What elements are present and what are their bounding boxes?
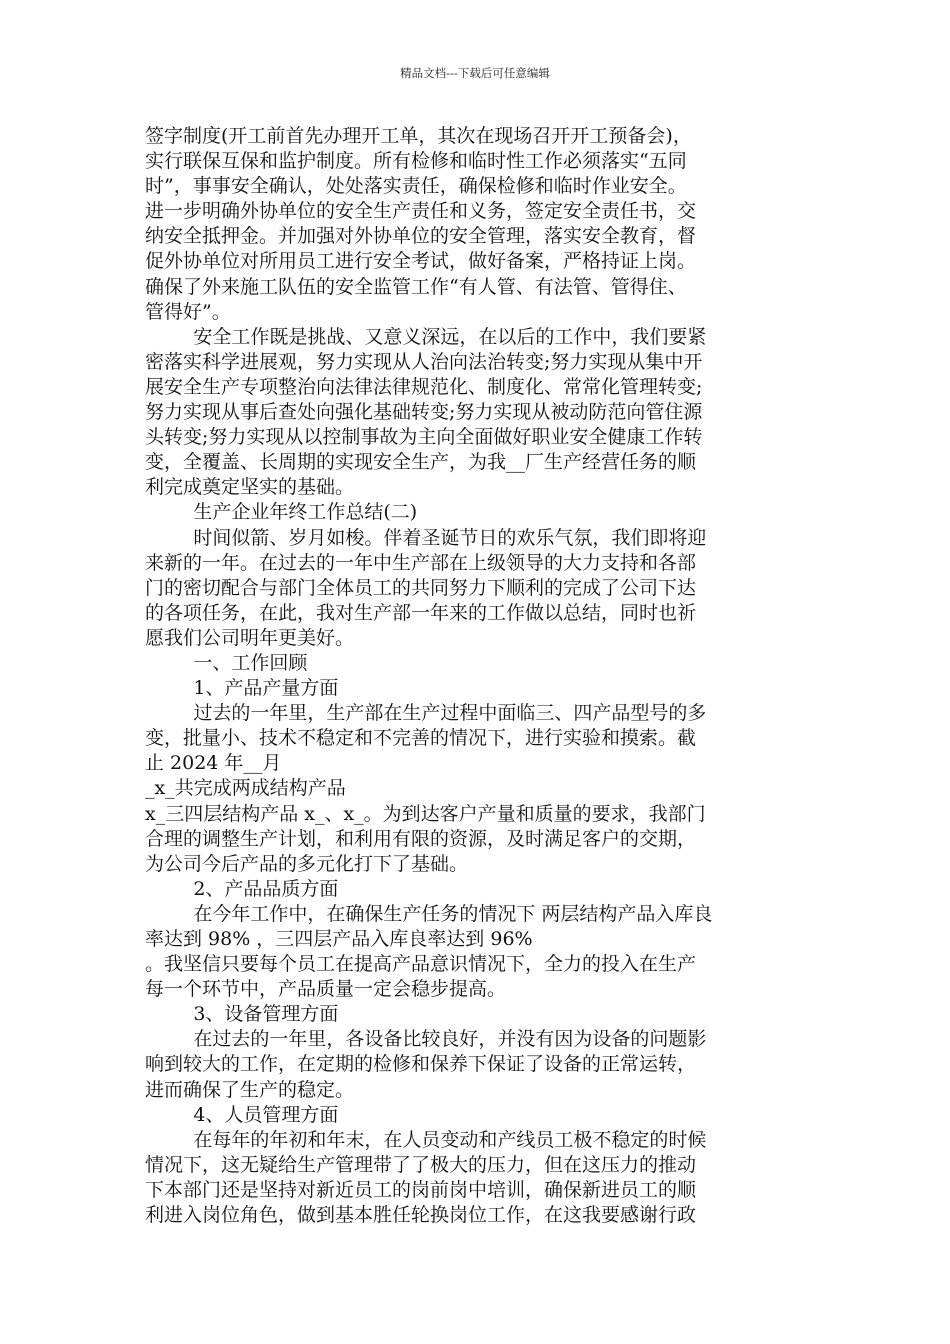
text-line: 实行联保互保和监护制度。所有检修和临时性工作必须落实“五同 xyxy=(145,150,687,173)
text-line: 3、设备管理方面 xyxy=(145,1003,339,1026)
text-line: 为公司今后产品的多元化打下了基础。 xyxy=(145,852,469,875)
text-line: 纳安全抵押金。并加强对外协单位的安全管理，落实安全教育，督 xyxy=(145,225,697,248)
text-line: 时间似箭、岁月如梭。伴着圣诞节日的欢乐气氛，我们即将迎 xyxy=(145,526,707,549)
text-line: 合理的调整生产计划，和利用有限的资源，及时满足客户的交期， xyxy=(145,827,697,850)
text-line: 生产企业年终工作总结(二) xyxy=(145,501,418,524)
text-line: 进一步明确外协单位的安全生产责任和义务，签定安全责任书，交 xyxy=(145,200,697,223)
text-line: 率达到 98% ，三四层产品入库良率达到 96% xyxy=(145,928,533,950)
text-line: 门的密切配合与部门全体员工的共同努力下顺利的完成了公司下达 xyxy=(145,576,697,599)
text-line: 在今年工作中，在确保生产任务的情况下 两层结构产品入库良 xyxy=(145,902,713,925)
text-line: 响到较大的工作，在定期的检修和保养下保证了设备的正常运转， xyxy=(145,1053,697,1076)
text-line: 下本部门还是坚持对新近员工的岗前岗中培训，确保新进员工的顺 xyxy=(145,1178,697,1201)
text-line: 利进入岗位角色，做到基本胜任轮换岗位工作，在这我要感谢行政 xyxy=(145,1204,697,1227)
text-line: 在每年的年初和年末，在人员变动和产线员工极不稳定的时候 xyxy=(145,1128,707,1151)
text-line: 努力实现从事后查处向强化基础转变;努力实现从被动防范向管住源 xyxy=(145,401,703,424)
text-line: 愿我们公司明年更美好。 xyxy=(145,626,355,649)
text-line: 进而确保了生产的稳定。 xyxy=(145,1078,355,1101)
text-line: 2、产品品质方面 xyxy=(145,877,339,900)
document-body xyxy=(145,124,805,1228)
text-line: 一、工作回顾 xyxy=(145,651,308,674)
text-line: 签字制度(开工前首先办理开工单，其次在现场召开开工预备会)， xyxy=(145,125,692,147)
text-line: x_三四层结构产品 x_、x_。为到达客户产量和质量的要求，我部门 xyxy=(145,802,706,825)
text-line: 情况下，这无疑给生产管理带了了极大的压力，但在这压力的推动 xyxy=(145,1153,697,1176)
text-line: 1、产品产量方面 xyxy=(145,677,339,700)
text-line: 密落实科学进展观，努力实现从人治向法治转变;努力实现从集中开 xyxy=(145,350,703,373)
text-line: 时”，事事安全确认，处处落实责任，确保检修和临时作业安全。 xyxy=(145,175,687,198)
text-line: 来新的一年。在过去的一年中生产部在上级领导的大力支持和各部 xyxy=(145,551,697,574)
page-header: 精品文档---下载后可任意编辑 xyxy=(400,66,550,80)
text-line: 利完成奠定坚实的基础。 xyxy=(145,476,355,499)
text-line: 。我坚信只要每个员工在提高产品意识情况下，全力的投入在生产 xyxy=(145,953,697,976)
text-line: 过去的一年里，生产部在生产过程中面临三、四产品型号的多 xyxy=(145,702,707,725)
text-line: 展安全生产专项整治向法律法律规范化、制度化、常常化管理转变; xyxy=(145,375,703,398)
text-line: 变，批量小、技术不稳定和不完善的情况下，进行实验和摸索。截 xyxy=(145,727,697,750)
text-line: 头转变;努力实现从以控制事故为主向全面做好职业安全健康工作转 xyxy=(145,426,703,449)
text-line: 变，全覆盖、长周期的实现安全生产，为我__厂生产经营任务的顺 xyxy=(145,451,697,474)
text-line: 的各项任务，在此，我对生产部一年来的工作做以总结，同时也祈 xyxy=(145,601,697,624)
text-line: 安全工作既是挑战、又意义深远，在以后的工作中，我们要紧 xyxy=(145,325,707,348)
text-line: 管得好”。 xyxy=(145,300,231,323)
text-line: 止 2024 年__月 xyxy=(145,752,282,775)
text-line: 每一个环节中，产品质量一定会稳步提高。 xyxy=(145,978,507,1001)
text-line: _x_共完成两成结构产品 xyxy=(145,777,346,800)
text-line: 在过去的一年里，各设备比较良好，并没有因为设备的问题影 xyxy=(145,1028,707,1051)
text-line: 确保了外来施工队伍的安全监管工作“有人管、有法管、管得住、 xyxy=(145,275,687,298)
text-line: 4、人员管理方面 xyxy=(145,1103,339,1126)
text-line: 促外协单位对所用员工进行安全考试，做好备案，严格持证上岗。 xyxy=(145,250,697,273)
